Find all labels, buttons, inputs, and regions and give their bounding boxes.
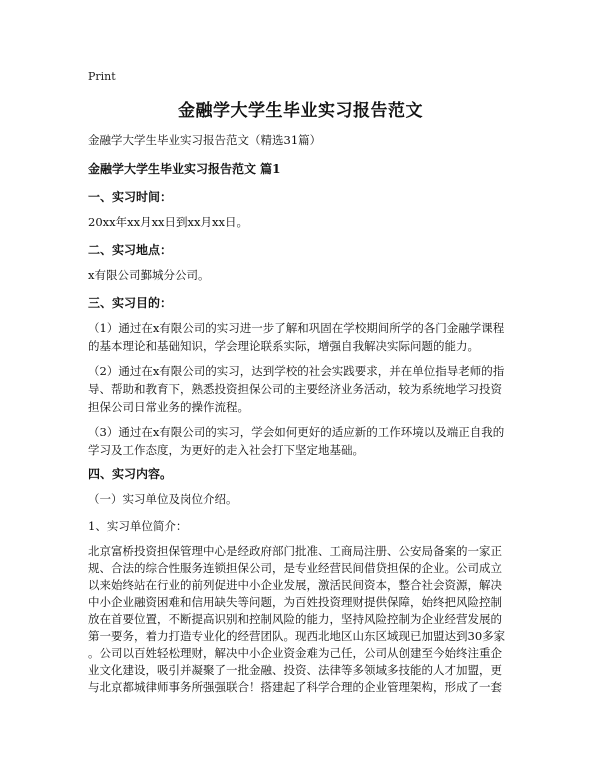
paragraph-line: 学习及工作态度，为更好的走入社会打下坚定地基础。	[88, 443, 364, 457]
page-title: 金融学大学生毕业实习报告范文	[178, 101, 423, 121]
print-label[interactable]: Print	[88, 70, 116, 83]
document-subtitle: 金融学大学生毕业实习报告范文（精选31篇）	[88, 133, 322, 147]
company-intro-paragraph	[88, 543, 513, 696]
time-heading: 一、实习时间：	[88, 190, 173, 204]
paragraph-line: 与北京都城律师事务所强强联合！搭建起了科学合理的企业管理架构，形成了一套	[88, 680, 502, 694]
paragraph-line: （3）通过在x有限公司的实习，学会如何更好的适应新的工作环境以及端正自我的	[88, 425, 505, 439]
time-value: 20xx年xx月xx日到xx月xx日。	[88, 215, 248, 229]
paragraph-line: 业文化建设，吸引并凝聚了一批金融、投资、法律等多领域多技能的人才加盟，更	[88, 663, 502, 677]
paragraph-line: 第一要务，着力打造专业化的经营团队。现西北地区山东区域现已加盟达到30多家	[88, 629, 506, 643]
paragraph-line: 担保公司日常业务的操作流程。	[88, 400, 249, 414]
content-subheading-unit: （一）实习单位及岗位介绍。	[88, 492, 238, 506]
article-heading: 金融学大学生毕业实习报告范文 篇1	[88, 162, 281, 176]
place-value: x有限公司鄞城分公司。	[88, 268, 210, 282]
paragraph-line: 的基本理论和基础知识，学会理论联系实际，增强自我解决实际问题的能力。	[88, 339, 479, 353]
content-heading: 四、实习内容。	[88, 467, 173, 481]
paragraph-line: 北京富桥投资担保管理中心是经政府部门批准、工商局注册、公安局备案的一家正	[88, 544, 502, 558]
purpose-heading: 三、实习目的：	[88, 296, 173, 310]
purpose-paragraph-3	[88, 423, 513, 459]
content-subheading-intro: 1、实习单位简介：	[88, 519, 188, 533]
purpose-paragraph-2	[88, 362, 513, 416]
purpose-paragraph-1	[88, 319, 513, 355]
paragraph-line: 。公司以百姓轻松理财，解决中小企业资金难为己任，公司从创建至今始终注重企	[88, 646, 502, 660]
paragraph-line: 放在首要位置，不断提高识别和控制风险的能力，坚持风险控制为企业经营发展的	[88, 612, 502, 626]
place-heading: 二、实习地点：	[88, 243, 173, 257]
paragraph-line: 以来始终站在行业的前列促进中小企业发展，激活民间资本，整合社会资源，解决	[88, 578, 502, 592]
paragraph-line: （2）通过在x有限公司的实习，达到学校的社会实践要求，并在单位指导老师的指	[88, 364, 505, 378]
paragraph-line: （1）通过在x有限公司的实习进一步了解和巩固在学校期间所学的各门金融学课程	[88, 321, 505, 335]
paragraph-line: 中小企业融资困难和信用缺失等问题，为百姓投资理财提供保障，始终把风险控制	[88, 595, 502, 609]
paragraph-line: 规、合法的综合性服务连锁担保公司，是专业经营民间借贷担保的企业。公司成立	[88, 561, 502, 575]
paragraph-line: 导、帮助和教育下，熟悉投资担保公司的主要经济业务活动，较为系统地学习投资	[88, 382, 502, 396]
